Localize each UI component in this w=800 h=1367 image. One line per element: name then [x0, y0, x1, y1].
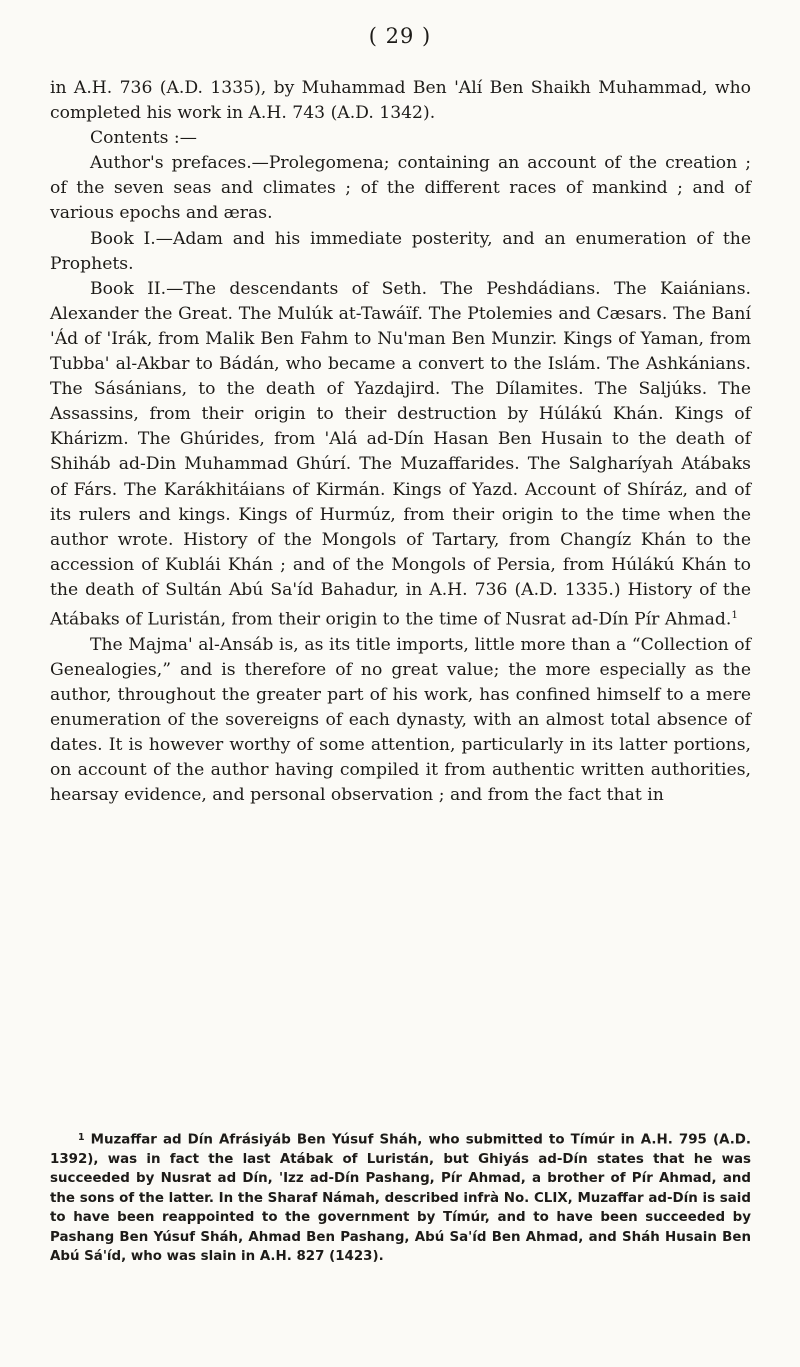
page-number: ( 29 )	[368, 24, 432, 48]
paragraph-prefaces: Author's prefaces.—Prolegomena; containing an account of the creation ; of the seven seas and climates ; of the different races of mankind ; and of various epochs and æras.	[50, 153, 751, 224]
paragraph-intro: in A.H. 736 (A.D. 1335), by Muhammad Ben 'Alí Ben Shaikh Muhammad, who completed his work in A.H. 743 (A.D. 1342).	[50, 78, 751, 124]
footnote-reference[interactable]: 1	[731, 608, 738, 621]
paragraph-book-two	[50, 277, 751, 633]
main-text	[50, 76, 751, 808]
footnote-text: Muzaffar ad Dín Afrásiyáb Ben Yúsuf Sháh, who submitted to Tímúr in A.H. 795 (A.D. 1392), was in fact the last Atábak of Luristán, but Ghiyás ad-Dín states that he was succeeded by Nusrat ad Dín, 'Izz ad-Dín Pashang, Pír Ahmad, a brother of Pír Ahmad, and the sons of the latter. In the Sharaf Námah, described infrà No. CLIX, Muzaffar ad-Dín is said to have been reappointed to the government by Tímúr, and to have been succeeded by Pashang Ben Yúsuf Sháh, Ahmad Ben Pashang, Abú Sa'íd Ben Ahmad, and Sháh Husain Ben Abú Sá'íd, who was slain in A.H. 827 (1423).	[50, 1132, 751, 1265]
footnote-marker: 1	[78, 1132, 85, 1143]
footnote	[50, 1128, 751, 1267]
paragraph-assessment: The Majma' al-Ansáb is, as its title imports, little more than a “Collection of Genealogies,” and is therefore of no great value; the more especially as the author, throughout the greater part of his work, has confined himself to a mere enumeration of the sovereigns of each dynasty, with an almost total absence of dates. It is however worthy of some attention, particularly in its latter portions, on account of the author having compiled it from authentic written authorities, hearsay evidence, and personal observation ; and from the fact that in	[50, 634, 751, 806]
paragraph-book-one: Book I.—Adam and his immediate posterity, and an enumeration of the Prophets.	[50, 228, 751, 274]
book-two-text: Book II.—The descendants of Seth. The Peshdádians. The Kaiánians. Alexander the Great. The Mulúk at-Tawáïf. The Ptolemies and Cæsars. The Baní 'Ád of 'Irák, from Malik Ben Fahm to Nu'man Ben Munzir. Kings of Yaman, from Tubba' al-Akbar to Bádán, who became a convert to the Islám. The Ashkánians. The Sásánians, to the death of Yazdajird. The Dílamites. The Saljúks. The Assassins, from their origin to their destruction by Húlákú Khán. Kings of Khárizm. The Ghúrides, from 'Alá ad-Dín Hasan Ben Husain to the death of Shiháb ad-Din Muhammad Ghúrí. The Muzaffarides. The Salgharíyah Atábaks of Fárs. The Karákhitáians of Kirmán. Kings of Yazd. Account of Shíráz, and of its rulers and kings. Kings of Hurmúz, from their origin to the time when the author wrote. History of the Mongols of Tartary, from Changíz Khán to the accession of Kublái Khán ; and of the Mongols of Persia, from Húlákú Khán to the death of Sultán Abú Sa'íd Bahadur, in A.H. 736 (A.D. 1335.) History of the Atábaks of Luristán, from their origin to the time of Nusrat ad-Dín Pír Ahmad.	[50, 278, 751, 630]
paragraph-contents-heading: Contents :—	[90, 128, 197, 149]
